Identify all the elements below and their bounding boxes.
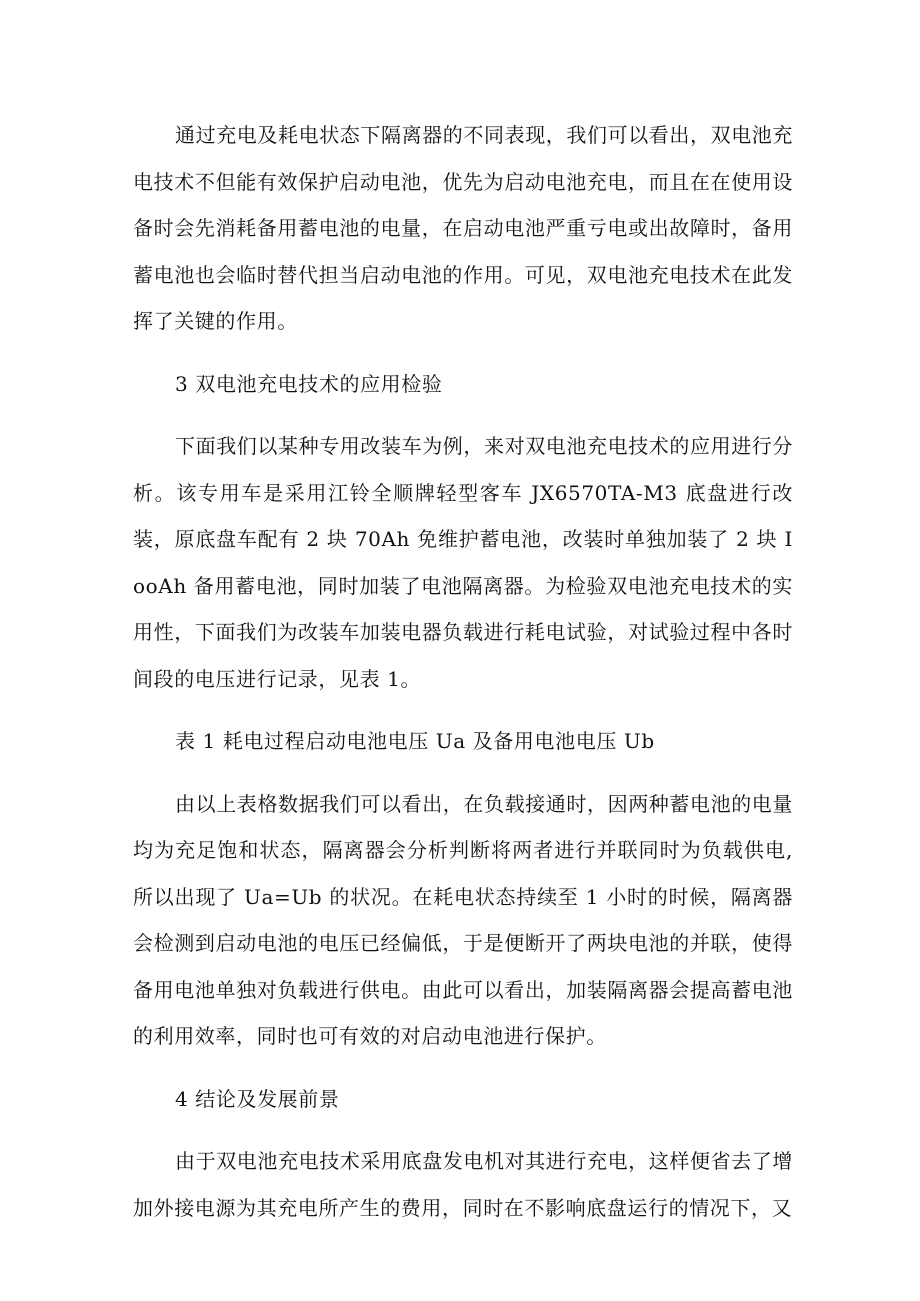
section-heading-4: 4 结论及发展前景	[175, 1086, 340, 1111]
paragraph-conclusion: 由于双电池充电技术采用底盘发电机对其进行充电，这样便省去了增加外接电源为其充电所产生的费用，同时在不影响底盘运行的情况下，又	[133, 1149, 793, 1220]
paragraph-isolator-summary: 通过充电及耗电状态下隔离器的不同表现，我们可以看出，双电池充电技术不但能有效保护启动电池，优先为启动电池充电，而且在在使用设备时会先消耗备用蓄电池的电量，在启动电池严重亏电或出故障时，备用蓄电池也会临时替代担当启动电池的作用。可见，双电池充电技术在此发挥了关键的作用。	[133, 123, 793, 333]
table-caption-1: 表 1 耗电过程启动电池电压 Ua 及备用电池电压 Ub	[175, 729, 655, 753]
paragraph-application-example: 下面我们以某种专用改装车为例，来对双电池充电技术的应用进行分析。该专用车是采用江铃全顺牌轻型客车 JX6570TA-M3 底盘进行改装，原底盘车配有 2 块 70Ah 免维护蓄电池，改装时单独加装了 2 块 IooAh 备用蓄电池，同时加装了电池隔离器。为检验双电池充电技术的实用性，下面我们为改装车加装电器负载进行耗电试验，对试验过程中各时间段的电压进行记录，见表 1。	[133, 434, 793, 691]
section-heading-3: 3 双电池充电技术的应用检验	[175, 371, 443, 396]
document-body	[133, 112, 793, 1247]
paragraph-table-analysis: 由以上表格数据我们可以看出，在负载接通时，因两种蓄电池的电量均为充足饱和状态，隔离器会分析判断将两者进行并联同时为负载供电,所以出现了 Ua=Ub 的状况。在耗电状态持续至 1 小时的时候，隔离器会检测到启动电池的电压已经偏低，于是便断开了两块电池的并联，使得备用电池单独对负载进行供电。由此可以看出，加装隔离器会提高蓄电池的利用效率，同时也可有效的对启动电池进行保护。	[133, 791, 793, 1048]
